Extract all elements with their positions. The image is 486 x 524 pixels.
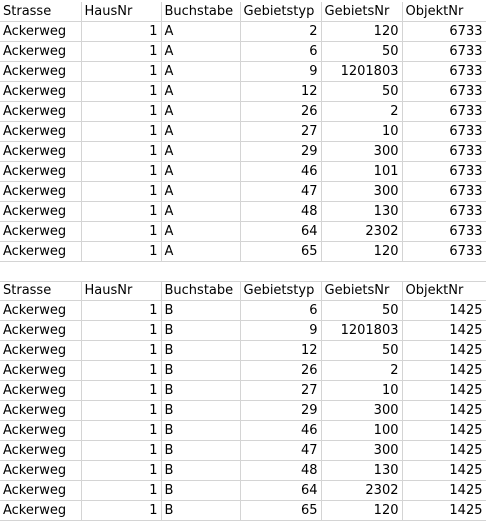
- cell-objektnr[interactable]: 1425: [402, 461, 486, 481]
- cell-hausnr[interactable]: 1: [81, 22, 161, 42]
- header-cell-hausnr[interactable]: HausNr: [81, 2, 161, 22]
- cell-buchstabe[interactable]: B: [161, 381, 240, 401]
- cell-buchstabe[interactable]: A: [161, 202, 240, 222]
- cell-strasse[interactable]: Ackerweg: [0, 421, 81, 441]
- cell-gebietsnr[interactable]: 50: [321, 341, 402, 361]
- table-b: [0, 281, 486, 521]
- header-cell-gebietstyp[interactable]: Gebietstyp: [240, 2, 321, 22]
- cell-objektnr[interactable]: 6733: [402, 62, 486, 82]
- table-row: [0, 242, 486, 262]
- cell-objektnr[interactable]: 6733: [402, 182, 486, 202]
- cell-objektnr[interactable]: 6733: [402, 42, 486, 62]
- table-row: [0, 501, 486, 521]
- cell-gebietsnr[interactable]: 300: [321, 182, 402, 202]
- cell-hausnr[interactable]: 1: [81, 441, 161, 461]
- cell-strasse[interactable]: Ackerweg: [0, 182, 81, 202]
- cell-strasse[interactable]: Ackerweg: [0, 461, 81, 481]
- cell-buchstabe[interactable]: A: [161, 222, 240, 242]
- cell-objektnr[interactable]: 1425: [402, 441, 486, 461]
- header-row: [0, 2, 486, 22]
- cell-gebietsnr[interactable]: 2: [321, 102, 402, 122]
- cell-strasse[interactable]: Ackerweg: [0, 122, 81, 142]
- cell-buchstabe[interactable]: B: [161, 441, 240, 461]
- cell-hausnr[interactable]: 1: [81, 341, 161, 361]
- cell-strasse[interactable]: Ackerweg: [0, 102, 81, 122]
- cell-hausnr[interactable]: 1: [81, 182, 161, 202]
- cell-buchstabe[interactable]: B: [161, 401, 240, 421]
- table-row: [0, 481, 486, 501]
- cell-hausnr[interactable]: 1: [81, 142, 161, 162]
- cell-objektnr[interactable]: 6733: [402, 102, 486, 122]
- cell-buchstabe[interactable]: B: [161, 301, 240, 321]
- table-a: [0, 2, 486, 262]
- table-row: [0, 222, 486, 242]
- cell-gebietstyp[interactable]: 2: [240, 22, 321, 42]
- cell-objektnr[interactable]: 6733: [402, 222, 486, 242]
- cell-buchstabe[interactable]: A: [161, 242, 240, 262]
- table-row: [0, 102, 486, 122]
- cell-gebietstyp[interactable]: 48: [240, 202, 321, 222]
- cell-objektnr[interactable]: 1425: [402, 381, 486, 401]
- cell-hausnr[interactable]: 1: [81, 102, 161, 122]
- cell-objektnr[interactable]: 1425: [402, 301, 486, 321]
- cell-buchstabe[interactable]: A: [161, 142, 240, 162]
- cell-gebietsnr[interactable]: 50: [321, 82, 402, 102]
- cell-gebietstyp[interactable]: 48: [240, 461, 321, 481]
- header-cell-strasse[interactable]: Strasse: [0, 281, 81, 301]
- cell-hausnr[interactable]: 1: [81, 242, 161, 262]
- cell-hausnr[interactable]: 1: [81, 301, 161, 321]
- header-cell-buchstabe[interactable]: Buchstabe: [161, 2, 240, 22]
- cell-buchstabe[interactable]: A: [161, 22, 240, 42]
- cell-buchstabe[interactable]: B: [161, 501, 240, 521]
- cell-gebietsnr[interactable]: 2302: [321, 222, 402, 242]
- header-cell-buchstabe[interactable]: Buchstabe: [161, 281, 240, 301]
- table-row: [0, 421, 486, 441]
- cell-hausnr[interactable]: 1: [81, 82, 161, 102]
- cell-gebietstyp[interactable]: 64: [240, 481, 321, 501]
- cell-strasse[interactable]: Ackerweg: [0, 401, 81, 421]
- header-cell-strasse[interactable]: Strasse: [0, 2, 81, 22]
- cell-objektnr[interactable]: 1425: [402, 341, 486, 361]
- cell-strasse[interactable]: Ackerweg: [0, 222, 81, 242]
- cell-strasse[interactable]: Ackerweg: [0, 162, 81, 182]
- cell-buchstabe[interactable]: B: [161, 321, 240, 341]
- cell-gebietstyp[interactable]: 46: [240, 162, 321, 182]
- table-row: [0, 202, 486, 222]
- cell-gebietstyp[interactable]: 29: [240, 142, 321, 162]
- table-row: [0, 321, 486, 341]
- cell-buchstabe[interactable]: A: [161, 62, 240, 82]
- header-cell-gebietsnr[interactable]: GebietsNr: [321, 2, 402, 22]
- cell-strasse[interactable]: Ackerweg: [0, 341, 81, 361]
- header-cell-gebietstyp[interactable]: Gebietstyp: [240, 281, 321, 301]
- cell-objektnr[interactable]: 1425: [402, 401, 486, 421]
- cell-gebietsnr[interactable]: 10: [321, 122, 402, 142]
- cell-hausnr[interactable]: 1: [81, 421, 161, 441]
- cell-gebietstyp[interactable]: 9: [240, 321, 321, 341]
- cell-hausnr[interactable]: 1: [81, 321, 161, 341]
- cell-buchstabe[interactable]: B: [161, 341, 240, 361]
- cell-buchstabe[interactable]: B: [161, 461, 240, 481]
- cell-strasse[interactable]: Ackerweg: [0, 142, 81, 162]
- cell-buchstabe[interactable]: A: [161, 122, 240, 142]
- table-row: [0, 461, 486, 481]
- cell-buchstabe[interactable]: A: [161, 82, 240, 102]
- cell-gebietsnr[interactable]: 100: [321, 421, 402, 441]
- table-row: [0, 441, 486, 461]
- cell-gebietsnr[interactable]: 300: [321, 142, 402, 162]
- cell-strasse[interactable]: Ackerweg: [0, 381, 81, 401]
- cell-gebietstyp[interactable]: 26: [240, 102, 321, 122]
- cell-objektnr[interactable]: 1425: [402, 361, 486, 381]
- cell-strasse[interactable]: Ackerweg: [0, 301, 81, 321]
- cell-gebietstyp[interactable]: 29: [240, 401, 321, 421]
- cell-hausnr[interactable]: 1: [81, 42, 161, 62]
- cell-gebietsnr[interactable]: 120: [321, 501, 402, 521]
- cell-objektnr[interactable]: 1425: [402, 501, 486, 521]
- cell-buchstabe[interactable]: B: [161, 421, 240, 441]
- header-cell-gebietsnr[interactable]: GebietsNr: [321, 281, 402, 301]
- cell-gebietstyp[interactable]: 47: [240, 182, 321, 202]
- cell-gebietsnr[interactable]: 300: [321, 441, 402, 461]
- cell-buchstabe[interactable]: A: [161, 162, 240, 182]
- cell-gebietsnr[interactable]: 2: [321, 361, 402, 381]
- cell-hausnr[interactable]: 1: [81, 202, 161, 222]
- cell-gebietstyp[interactable]: 65: [240, 242, 321, 262]
- cell-hausnr[interactable]: 1: [81, 361, 161, 381]
- table-row: [0, 22, 486, 42]
- table-row: [0, 381, 486, 401]
- cell-buchstabe[interactable]: A: [161, 182, 240, 202]
- cell-hausnr[interactable]: 1: [81, 222, 161, 242]
- cell-strasse[interactable]: Ackerweg: [0, 321, 81, 341]
- cell-strasse[interactable]: Ackerweg: [0, 441, 81, 461]
- cell-gebietstyp[interactable]: 27: [240, 381, 321, 401]
- cell-objektnr[interactable]: 6733: [402, 242, 486, 262]
- table-row: [0, 301, 486, 321]
- table-row: [0, 182, 486, 202]
- cell-hausnr[interactable]: 1: [81, 62, 161, 82]
- cell-objektnr[interactable]: 6733: [402, 82, 486, 102]
- cell-gebietsnr[interactable]: 130: [321, 202, 402, 222]
- cell-hausnr[interactable]: 1: [81, 162, 161, 182]
- cell-gebietstyp[interactable]: 9: [240, 62, 321, 82]
- cell-gebietsnr[interactable]: 1201803: [321, 62, 402, 82]
- cell-gebietsnr[interactable]: 130: [321, 461, 402, 481]
- header-cell-objektnr[interactable]: ObjektNr: [402, 2, 486, 22]
- table-row: [0, 62, 486, 82]
- cell-objektnr[interactable]: 6733: [402, 122, 486, 142]
- cell-gebietstyp[interactable]: 26: [240, 361, 321, 381]
- cell-gebietstyp[interactable]: 27: [240, 122, 321, 142]
- cell-objektnr[interactable]: 6733: [402, 202, 486, 222]
- cell-gebietsnr[interactable]: 50: [321, 42, 402, 62]
- cell-gebietstyp[interactable]: 6: [240, 301, 321, 321]
- cell-strasse[interactable]: Ackerweg: [0, 202, 81, 222]
- cell-hausnr[interactable]: 1: [81, 461, 161, 481]
- cell-hausnr[interactable]: 1: [81, 122, 161, 142]
- cell-objektnr[interactable]: 1425: [402, 421, 486, 441]
- cell-strasse[interactable]: Ackerweg: [0, 42, 81, 62]
- cell-hausnr[interactable]: 1: [81, 501, 161, 521]
- cell-gebietsnr[interactable]: 300: [321, 401, 402, 421]
- cell-strasse[interactable]: Ackerweg: [0, 242, 81, 262]
- cell-gebietsnr[interactable]: 101: [321, 162, 402, 182]
- cell-gebietstyp[interactable]: 12: [240, 82, 321, 102]
- cell-gebietstyp[interactable]: 65: [240, 501, 321, 521]
- table-row: [0, 122, 486, 142]
- cell-strasse[interactable]: Ackerweg: [0, 62, 81, 82]
- table-row: [0, 82, 486, 102]
- cell-buchstabe[interactable]: A: [161, 102, 240, 122]
- empty-row[interactable]: [0, 262, 486, 282]
- cell-strasse[interactable]: Ackerweg: [0, 82, 81, 102]
- table-row: [0, 162, 486, 182]
- table-row: [0, 361, 486, 381]
- table-b-body: [0, 281, 486, 521]
- cell-buchstabe[interactable]: B: [161, 361, 240, 381]
- cell-buchstabe[interactable]: A: [161, 42, 240, 62]
- cell-hausnr[interactable]: 1: [81, 381, 161, 401]
- cell-gebietsnr[interactable]: 10: [321, 381, 402, 401]
- cell-gebietsnr[interactable]: 50: [321, 301, 402, 321]
- cell-gebietsnr[interactable]: 120: [321, 22, 402, 42]
- table-row: [0, 401, 486, 421]
- cell-objektnr[interactable]: 1425: [402, 321, 486, 341]
- cell-buchstabe[interactable]: B: [161, 481, 240, 501]
- cell-hausnr[interactable]: 1: [81, 401, 161, 421]
- cell-gebietstyp[interactable]: 46: [240, 421, 321, 441]
- cell-gebietsnr[interactable]: 2302: [321, 481, 402, 501]
- cell-gebietstyp[interactable]: 6: [240, 42, 321, 62]
- cell-objektnr[interactable]: 6733: [402, 142, 486, 162]
- table-a-body: [0, 2, 486, 262]
- header-cell-objektnr[interactable]: ObjektNr: [402, 281, 486, 301]
- table-row: [0, 341, 486, 361]
- cell-gebietstyp[interactable]: 12: [240, 341, 321, 361]
- cell-strasse[interactable]: Ackerweg: [0, 481, 81, 501]
- cell-gebietstyp[interactable]: 47: [240, 441, 321, 461]
- cell-objektnr[interactable]: 6733: [402, 22, 486, 42]
- cell-strasse[interactable]: Ackerweg: [0, 361, 81, 381]
- cell-objektnr[interactable]: 6733: [402, 162, 486, 182]
- table-row: [0, 142, 486, 162]
- cell-strasse[interactable]: Ackerweg: [0, 501, 81, 521]
- cell-objektnr[interactable]: 1425: [402, 481, 486, 501]
- table-row: [0, 42, 486, 62]
- header-row: [0, 281, 486, 301]
- header-cell-hausnr[interactable]: HausNr: [81, 281, 161, 301]
- cell-gebietsnr[interactable]: 1201803: [321, 321, 402, 341]
- cell-strasse[interactable]: Ackerweg: [0, 22, 81, 42]
- cell-gebietsnr[interactable]: 120: [321, 242, 402, 262]
- cell-gebietstyp[interactable]: 64: [240, 222, 321, 242]
- cell-hausnr[interactable]: 1: [81, 481, 161, 501]
